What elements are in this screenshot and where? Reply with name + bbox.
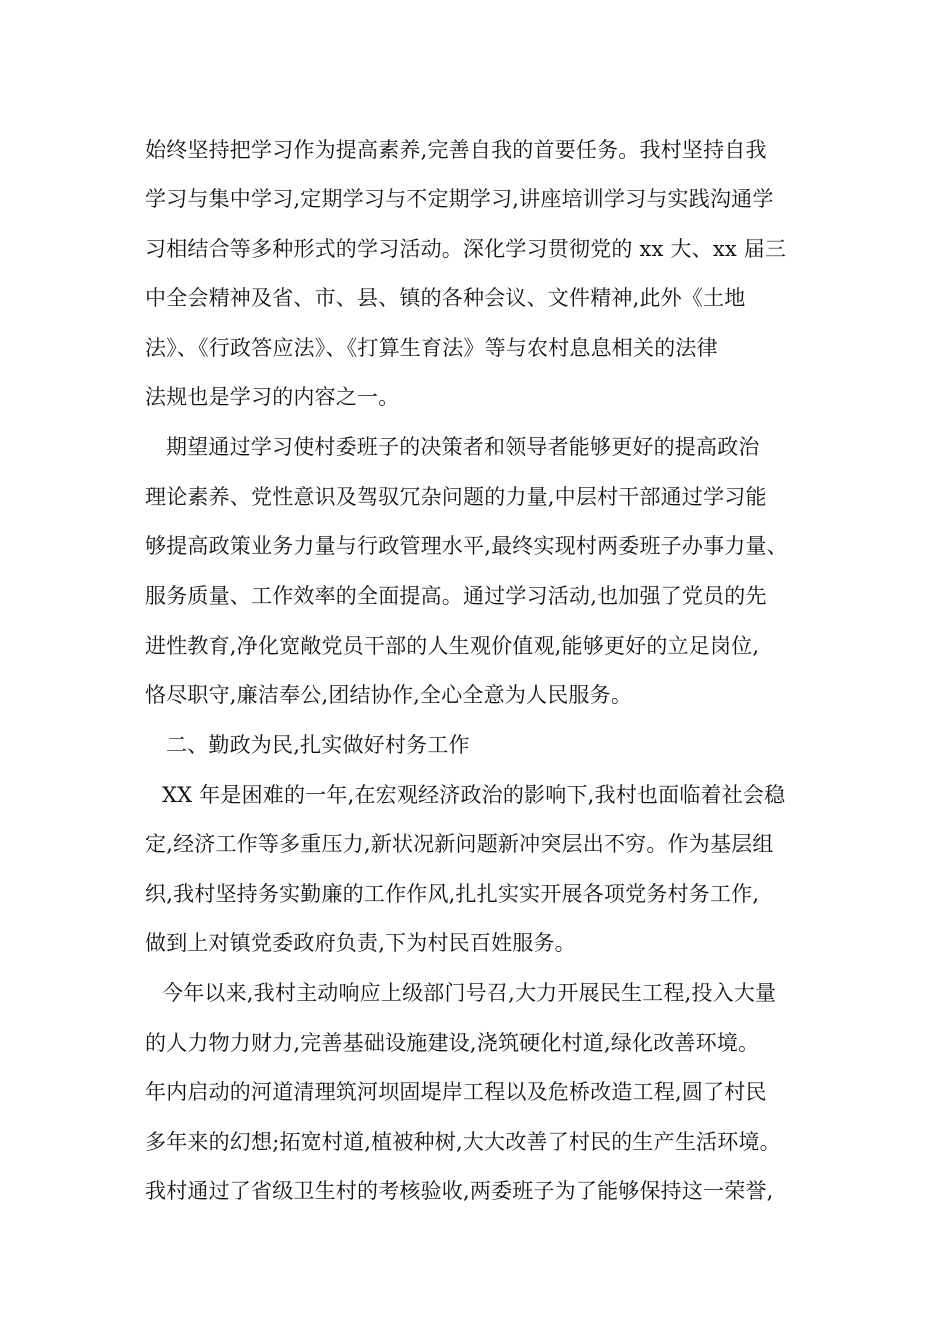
text-line: 始终坚持把学习作为提高素养,完善自我的首要任务。我村坚持自我 <box>145 138 767 162</box>
text-line: 织,我村坚持务实勤廉的工作作风,扎扎实实开展各项党务村务工作, <box>145 882 760 906</box>
text-line: 中全会精神及省、市、县、镇的各种会议、文件精神,此外《土地 <box>145 286 746 310</box>
text-line: 多年来的幻想;拓宽村道,植被种树,大大改善了村民的生产生活环境。 <box>145 1130 781 1154</box>
text-line: 习相结合等多种形式的学习活动。深化学习贯彻党的 xx 大、xx 届三 <box>145 237 787 261</box>
section-heading: 二、勤政为民,扎实做好村务工作 <box>166 733 470 757</box>
text-line: XX 年是困难的一年,在宏观经济政治的影响下,我村也面临着社会稳 <box>162 783 786 807</box>
text-line: 服务质量、工作效率的全面提高。通过学习活动,也加强了党员的先 <box>145 584 767 608</box>
text-line: 定,经济工作等多重压力,新状况新问题新冲突层出不穷。作为基层组 <box>145 832 774 856</box>
text-line: 够提高政策业务力量与行政管理水平,最终实现村两委班子办事力量、 <box>145 534 788 558</box>
text-line: 我村通过了省级卫生村的考核验收,两委班子为了能够保持这一荣誉, <box>145 1179 774 1203</box>
text-line: 恪尽职守,廉洁奉公,团结协作,全心全意为人民服务。 <box>145 683 633 707</box>
text-line: 法规也是学习的内容之一。 <box>145 385 400 409</box>
text-line: 今年以来,我村主动响应上级部门号召,大力开展民生工程,投入大量 <box>162 981 777 1005</box>
text-line: 理论素养、党性意识及驾驭冗杂问题的力量,中层村干部通过学习能 <box>145 485 767 509</box>
text-line: 做到上对镇党委政府负责,下为村民百姓服务。 <box>145 931 576 955</box>
text-line: 进性教育,净化宽敞党员干部的人生观价值观,能够更好的立足岗位, <box>145 634 760 658</box>
text-line: 法》、《行政答应法》、《打算生育法》等与农村息息相关的法律 <box>145 336 718 360</box>
text-line: 的人力物力财力,完善基础设施建设,浇筑硬化村道,绿化改善环境。 <box>145 1031 760 1055</box>
text-line: 学习与集中学习,定期学习与不定期学习,讲座培训学习与实践沟通学 <box>145 187 774 211</box>
text-line: 年内启动的河道清理筑河坝固堤岸工程以及危桥改造工程,圆了村民 <box>145 1080 767 1104</box>
text-line: 期望通过学习使村委班子的决策者和领导者能够更好的提高政治 <box>166 435 760 459</box>
